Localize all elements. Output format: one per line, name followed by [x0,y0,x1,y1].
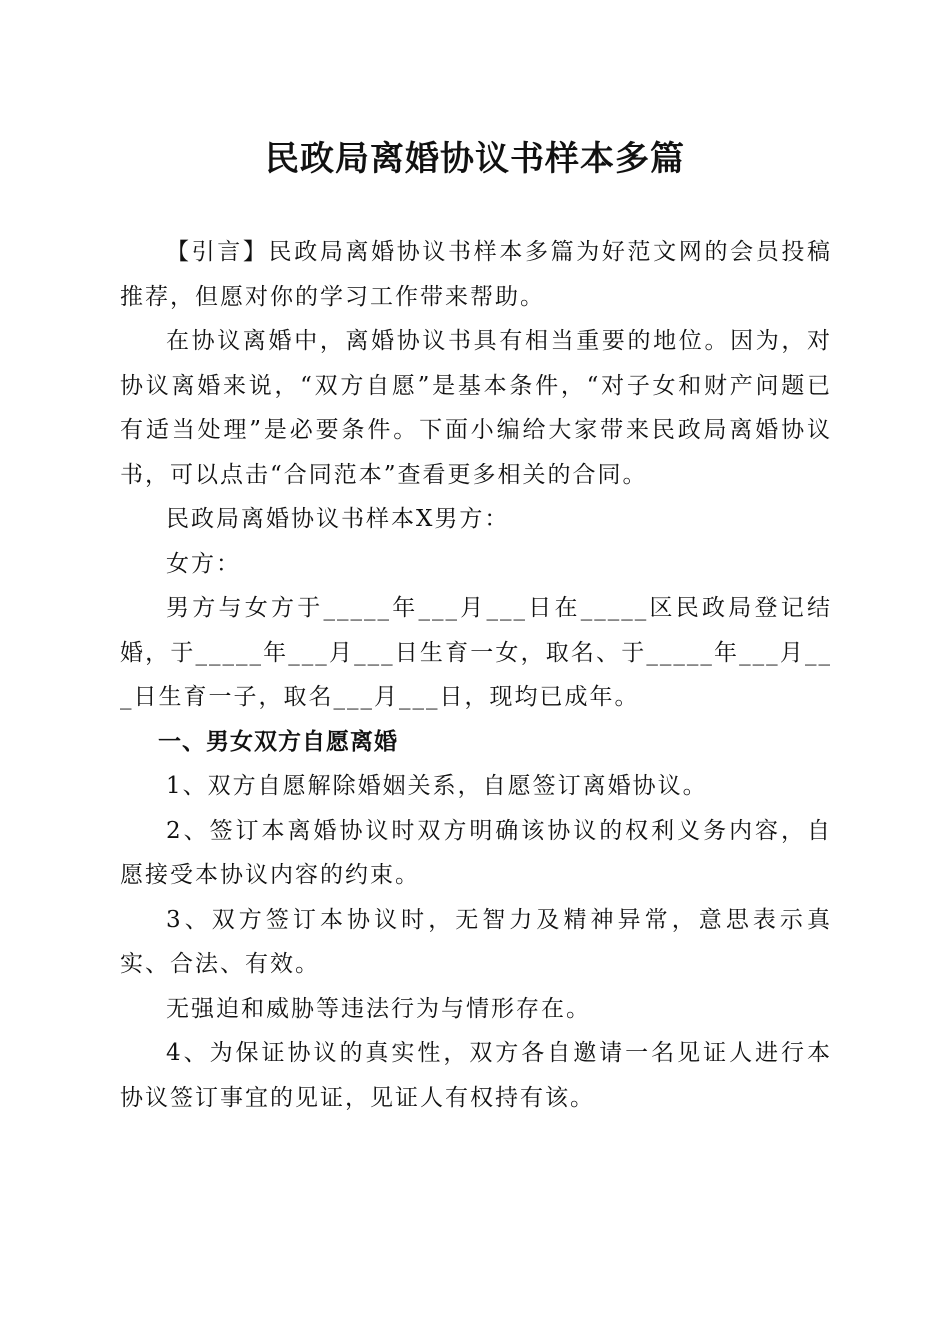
sample-heading-line: 民政局离婚协议书样本X男方： [166,506,510,532]
clause-2: 2、签订本离婚协议时双方明确该协议的权利义务内容，自愿接受本协议内容的约束。 [120,817,832,888]
clause-3: 3、双方签订本协议时，无智力及精神异常，意思表示真实、合法、有效。 [120,906,832,977]
document-title: 民政局离婚协议书样本多篇 [265,139,685,179]
female-party-line: 女方： [166,550,241,577]
clause-1: 1、双方自愿解除婚姻关系，自愿签订离婚协议。 [166,773,708,799]
marriage-details-paragraph: 男方与女方于_____年___月___日在_____区民政局登记结婚，于_____年___月___日生育一女，取名、于_____年___月___日生育一子，取名___月___日，现均已成年。 [120,595,832,710]
document-body [120,230,832,1120]
context-paragraph: 在协议离婚中，离婚协议书具有相当重要的地位。因为，对协议离婚来说，“双方自愿”是基本条件，“对子女和财产问题已有适当处理”是必要条件。下面小编给大家带来民政局离婚协议书，可以点击“合同范本”查看更多相关的合同。 [120,328,832,488]
clause-4: 4、为保证协议的真实性，双方各自邀请一名见证人进行本协议签订事宜的见证，见证人有权持有该。 [120,1040,832,1111]
section-heading: 一、男女双方自愿离婚 [158,727,398,755]
intro-paragraph: 【引言】民政局离婚协议书样本多篇为好范文网的会员投稿推荐，但愿对你的学习工作带来帮助。 [120,239,832,310]
clause-3-note: 无强迫和威胁等违法行为与情形存在。 [166,995,591,1022]
